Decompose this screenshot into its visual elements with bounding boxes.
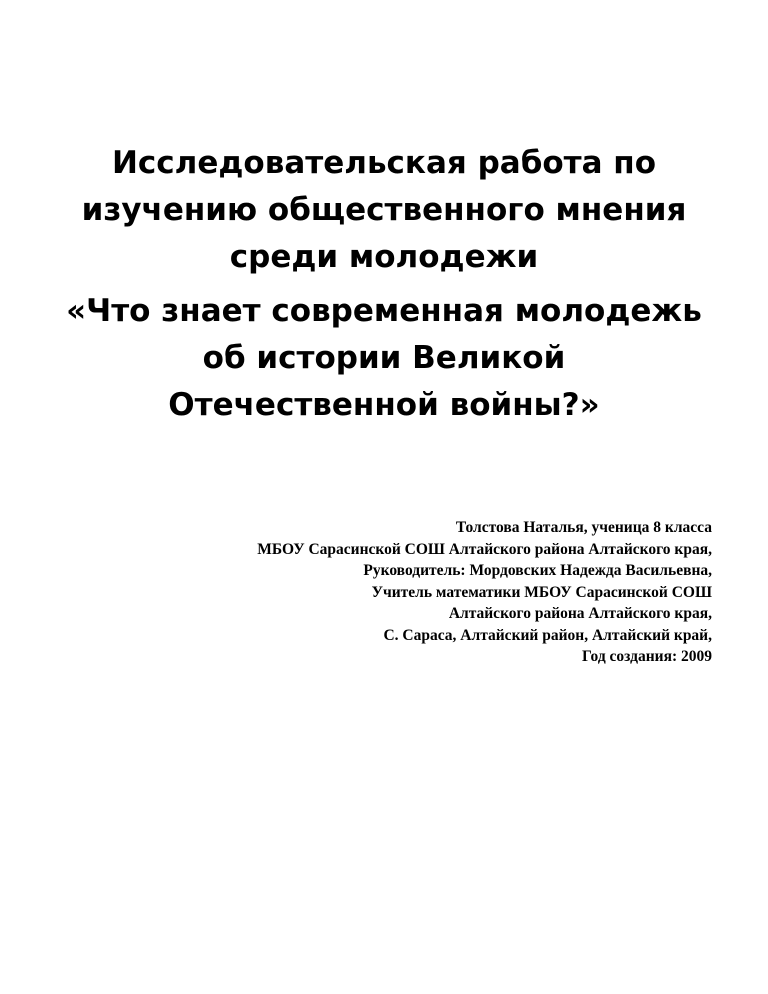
title-line-2: изучению общественного мнения <box>81 192 687 228</box>
document-subtitle <box>40 288 728 429</box>
supervisor-line: Руководитель: Мордовских Надежда Васильевна, <box>363 562 712 579</box>
title-line-1: Исследовательская работа по <box>111 145 657 181</box>
year-line: Год создания: 2009 <box>582 648 712 665</box>
author-info <box>112 517 712 668</box>
subtitle-line-2: об истории Великой <box>202 340 566 376</box>
subtitle-line-1: «Что знает современная молодежь <box>66 293 702 329</box>
district-line: Алтайского района Алтайского края, <box>448 605 712 622</box>
document-title <box>40 140 728 281</box>
supervisor-position-line: Учитель математики МБОУ Сарасинской СОШ <box>371 583 712 601</box>
author-name-line: Толстова Наталья, ученица 8 класса <box>455 519 712 536</box>
title-line-3: среди молодежи <box>229 239 539 275</box>
location-line: С. Сараса, Алтайский район, Алтайский край, <box>383 626 712 644</box>
school-line: МБОУ Сарасинской СОШ Алтайского района Алтайского края, <box>257 540 712 558</box>
subtitle-line-3: Отечественной войны?» <box>168 387 600 423</box>
